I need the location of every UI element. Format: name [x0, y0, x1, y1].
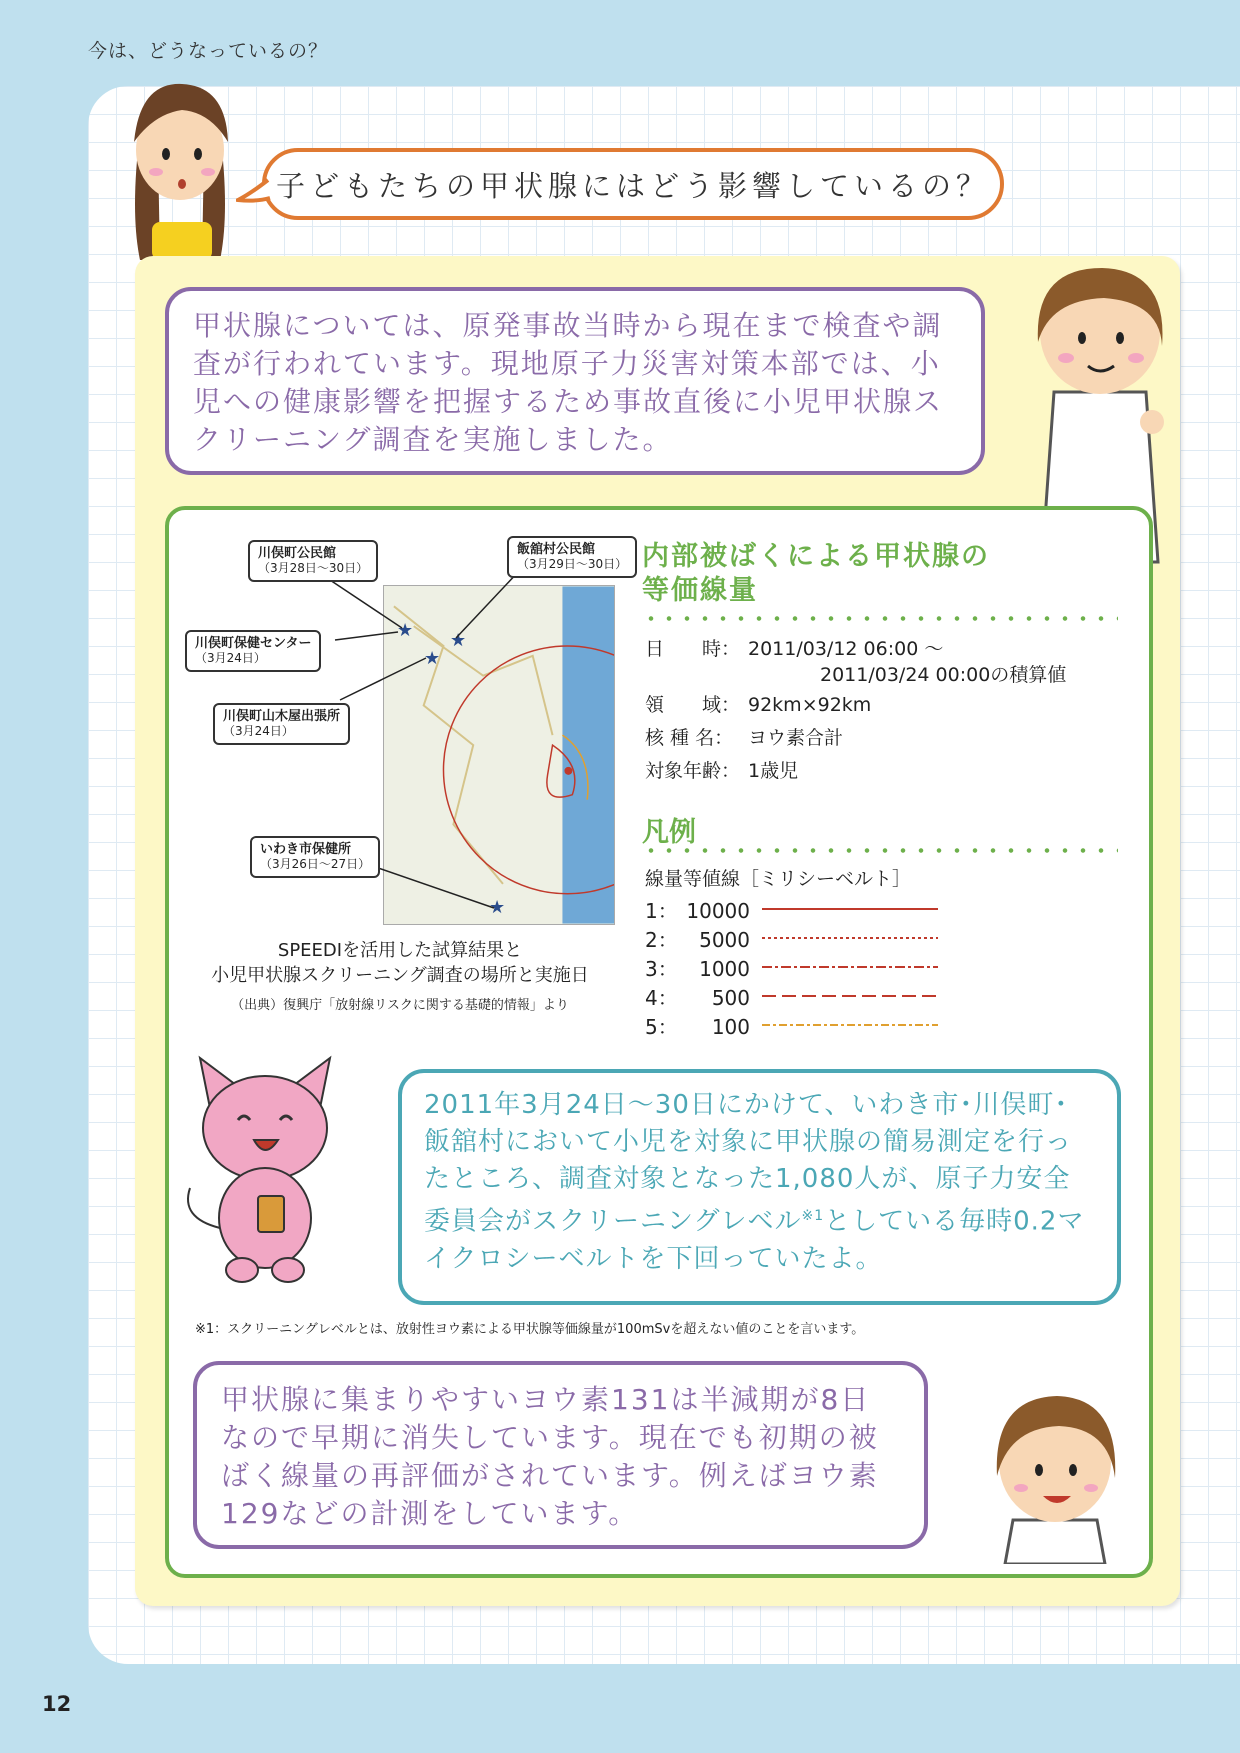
legend-item — [645, 924, 750, 953]
question-bubble: 子どもたちの甲状腺にはどう影響しているの？ — [262, 148, 1004, 220]
legend-value: 500 — [711, 986, 750, 1010]
callout-date: （3月29日〜30日） — [517, 557, 628, 571]
callout-title: 川俣町公民館 — [258, 546, 337, 561]
legend-value: 100 — [711, 1015, 750, 1039]
legend-item — [645, 1011, 750, 1040]
callout-title: 川俣町山木屋出張所 — [223, 709, 341, 724]
legend-title: 凡例 — [642, 817, 696, 848]
legend-number: 4： — [645, 986, 678, 1010]
footnote-marker: ※1 — [801, 1208, 825, 1224]
section-header: 今は、どうなっているの？ — [88, 40, 329, 62]
legend-lines — [762, 895, 942, 1035]
info-row — [645, 634, 943, 661]
map-callout — [213, 703, 350, 745]
map-source: （出典）復興庁「放射線リスクに関する基礎的情報」より — [231, 998, 569, 1013]
speech-intro: 甲状腺については、原発事故当時から現在まで検査や調査が行われています。現地原子力災害対策本部では、小児への健康影響を把握するため事故直後に小児甲状腺スクリーニング調査を実施しました。 — [165, 287, 985, 475]
map-caption — [190, 938, 610, 988]
callout-date: （3月26日〜27日） — [260, 857, 371, 871]
map-callout — [185, 630, 321, 672]
map-callout — [250, 836, 380, 878]
speech-cat — [398, 1069, 1121, 1305]
speech-final: 甲状腺に集まりやすいヨウ素131は半減期が8日なので早期に消失しています。現在でも初期の被ばく線量の再評価がされています。例えばヨウ素129などの計測をしています。 — [193, 1361, 928, 1549]
speech-cat-text: としている毎時0.2マイクロシーベルトを下回っていたよ。 — [424, 1206, 1085, 1274]
info-title — [642, 540, 1002, 608]
svg-text:★: ★ — [424, 648, 441, 668]
legend-item — [645, 953, 750, 982]
info-row — [645, 756, 798, 783]
callout-date: （3月24日） — [195, 651, 266, 665]
question-bubble-tail — [236, 176, 272, 206]
dotted-divider — [642, 616, 1118, 621]
info-key: 領 域： — [645, 694, 741, 716]
info-value: 92km×92km — [748, 694, 872, 716]
speech-cat-text: 2011年3月24日〜30日にかけて、いわき市･川俣町･飯舘村において小児を対象に甲状腺の簡易測定を行ったところ、調査対象となった1,080人が、原子力安全委員会がスクリーニングレベル — [424, 1090, 1073, 1237]
info-row — [645, 723, 843, 750]
page-number: 12 — [42, 1692, 72, 1716]
info-row — [645, 690, 871, 717]
legend-value: 10000 — [686, 899, 750, 923]
dotted-divider — [642, 848, 1118, 853]
map-caption-line: SPEEDIを活用した試算結果と — [277, 940, 523, 961]
legend-number: 3： — [645, 957, 678, 981]
legend-item — [645, 982, 750, 1011]
legend-number: 1： — [645, 899, 678, 923]
map-caption-line: 小児甲状腺スクリーニング調査の場所と実施日 — [211, 965, 589, 986]
map-callout — [248, 540, 378, 582]
legend-number: 5： — [645, 1015, 678, 1039]
svg-text:★: ★ — [397, 620, 414, 640]
callout-title: 飯舘村公民館 — [517, 542, 596, 557]
footnote: ※1：スクリーニングレベルとは、放射性ヨウ素による甲状腺等価線量が100mSvを超えない値のことを言います。 — [195, 1322, 865, 1337]
cat-character-illustration — [180, 1048, 350, 1288]
info-title-line: 等価線量 — [642, 575, 758, 606]
svg-text:★: ★ — [450, 630, 467, 650]
svg-text:★: ★ — [489, 897, 506, 917]
info-row — [645, 660, 1066, 687]
legend-item — [645, 895, 750, 924]
info-key: 日 時： — [645, 638, 741, 660]
doctor-character-small-illustration — [985, 1380, 1125, 1564]
callout-date: （3月24日） — [223, 724, 294, 738]
callout-date: （3月28日〜30日） — [258, 561, 369, 575]
callout-title: 川俣町保健センター — [195, 636, 312, 651]
info-value: 1歳児 — [748, 760, 799, 782]
girl-character-illustration — [120, 72, 240, 260]
legend-value: 1000 — [699, 957, 750, 981]
info-value: ヨウ素合計 — [748, 727, 844, 749]
legend-number: 2： — [645, 928, 678, 952]
info-title-line: 内部被ばくによる甲状腺の — [642, 541, 990, 572]
info-key: 対象年齢： — [645, 760, 741, 782]
info-value: 2011/03/12 06:00 〜 — [748, 638, 944, 660]
legend-value: 5000 — [699, 928, 750, 952]
legend-unit: 線量等値線［ミリシーベルト］ — [645, 868, 912, 890]
info-value: 2011/03/24 00:00の積算値 — [820, 664, 1067, 686]
callout-title: いわき市保健所 — [260, 842, 352, 857]
info-key: 核 種 名： — [645, 727, 734, 749]
map-callout — [507, 536, 637, 578]
